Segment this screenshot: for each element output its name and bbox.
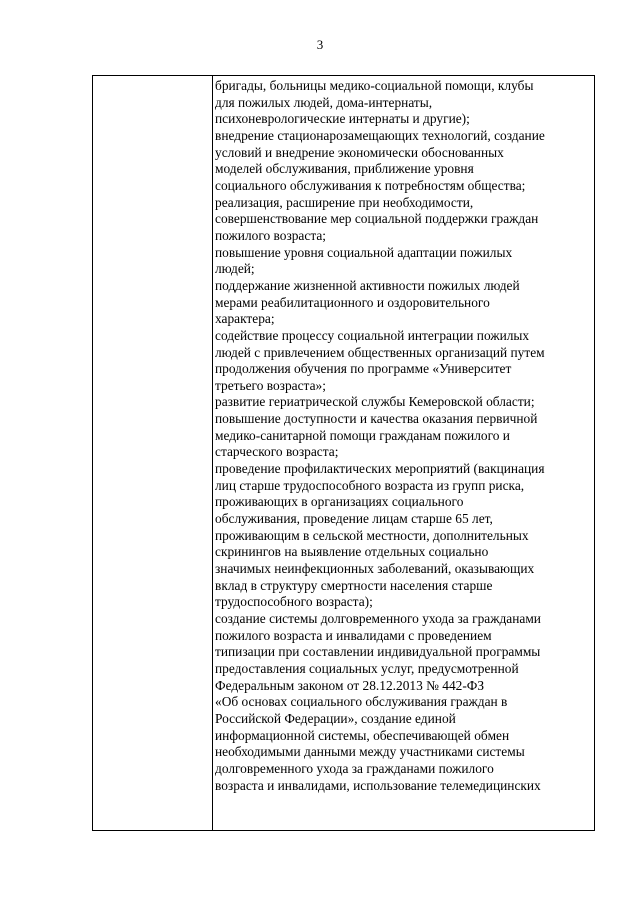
text-line: пожилого возраста;	[215, 227, 327, 243]
text-line: внедрение стационарозамещающих технологий, создание	[215, 127, 545, 143]
text-line: трудоспособного возраста);	[215, 594, 373, 610]
text-line: создание системы долговременного ухода за гражданами	[215, 611, 541, 626]
text-line: пожилого возраста и инвалидами с проведением	[215, 627, 492, 643]
text-line: скринингов на выявление отдельных социально	[215, 544, 489, 560]
text-line: людей с привлечением общественных организаций путем	[215, 344, 545, 360]
text-line: долговременного ухода за гражданами пожилого	[215, 760, 494, 776]
text-line: социального обслуживания к потребностям общества;	[215, 177, 526, 193]
text-line: «Об основах социального обслуживания граждан в	[215, 694, 508, 710]
text-line: содействие процессу социальной интеграции пожилых	[215, 327, 530, 343]
text-line: Федеральным законом от 28.12.2013 № 442-ФЗ	[215, 677, 485, 693]
text-line: третьего возраста»;	[215, 377, 326, 393]
table-left-cell	[93, 76, 212, 830]
text-line: совершенствование мер социальной поддержки граждан	[215, 211, 539, 227]
text-line: значимых неинфекционных заболеваний, оказывающих	[215, 561, 535, 577]
text-line: продолжения обучения по программе «Университет	[215, 361, 512, 377]
text-line: характера;	[215, 311, 275, 327]
text-line: Российской Федерации», создание единой	[215, 710, 456, 726]
text-line: информационной системы, обеспечивающей обмен	[215, 727, 510, 743]
text-line: типизации при составлении индивидуальной программы	[215, 644, 541, 660]
document-table	[92, 75, 595, 831]
text-line: для пожилых людей, дома-интернаты,	[215, 94, 433, 110]
text-line: условий и внедрение экономически обоснованных	[215, 144, 504, 160]
column-divider	[212, 76, 213, 830]
page-number: 3	[316, 37, 324, 52]
text-line: развитие гериатрической службы Кемеровской области;	[215, 394, 535, 410]
text-line: повышение уровня социальной адаптации пожилых	[215, 244, 513, 260]
text-line: проведение профилактических мероприятий (вакцинация	[215, 461, 545, 477]
text-line: проживающих в организациях социального	[215, 494, 464, 510]
text-line: вклад в структуру смертности населения старше	[215, 577, 493, 593]
text-line: психоневрологические интернаты и другие);	[215, 111, 470, 127]
text-line: медико-санитарной помощи гражданам пожилого и	[215, 427, 510, 443]
text-line: бригады, больницы медико-социальной помощи, клубы	[215, 78, 534, 93]
text-line: поддержание жизненной активности пожилых людей	[215, 277, 520, 293]
text-line: обслуживания, проведение лицам старше 65 лет,	[215, 511, 493, 527]
text-line: необходимыми данными между участниками системы	[215, 744, 525, 760]
text-line: мерами реабилитационного и оздоровительного	[215, 294, 490, 310]
text-line: людей;	[215, 261, 255, 277]
text-line: повышение доступности и качества оказания первичной	[215, 411, 538, 427]
text-line: реализация, расширение при необходимости,	[215, 194, 474, 210]
text-line: возраста и инвалидами, использование телемедицинских	[215, 777, 541, 793]
text-line: моделей обслуживания, приближение уровня	[215, 161, 474, 177]
text-line: лиц старше трудоспособного возраста из групп риска,	[215, 477, 525, 493]
text-line: старческого возраста;	[215, 444, 339, 460]
text-line: предоставления социальных услуг, предусмотренной	[215, 660, 519, 676]
table-right-cell	[215, 78, 593, 794]
text-line: проживающим в сельской местности, дополнительных	[215, 527, 529, 543]
